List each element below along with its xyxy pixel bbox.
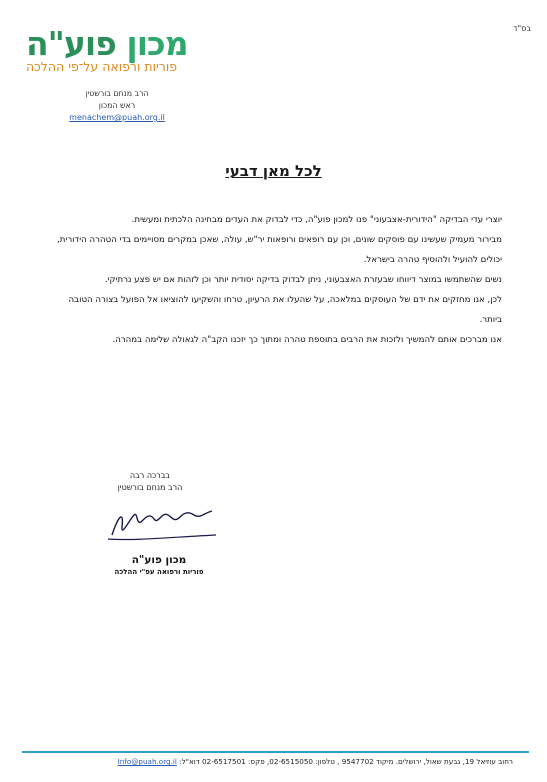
sender-title: ראש המכון <box>98 101 136 110</box>
closing-block <box>100 470 200 494</box>
body-paragraph: יוצרי עדי הבדיקה "הידורית-אצבעוני" פנו למכון פוע"ה, כדי לבדוק את העדים מבחינה הלכתית ומעשית. <box>131 215 502 225</box>
sender-block <box>52 88 182 124</box>
stamp-tagline: פוריות ורפואה עפ"י ההלכה <box>114 568 204 576</box>
footer-divider <box>22 751 529 753</box>
bsd-mark: בס"ד <box>513 24 531 33</box>
footer-address: רחוב עוזיאל 19, גבעת שאול, ירושלים. מיקוד 9547702 , טלפון: 02-6515050, פקס: 02-6517501 דוא"ל: <box>179 757 513 766</box>
footer-contact <box>38 757 513 766</box>
letter-heading: לכל מאן דבעי <box>225 162 322 180</box>
sender-email-link[interactable]: menachem@puah.org.il <box>69 113 165 122</box>
puah-logo <box>10 26 240 74</box>
stamp-name: מכון פוע"ה <box>131 554 187 566</box>
body-paragraph: נשים שהשתמשו במוצר דיווחו שבעזרת האצבעוני, ניתן לבדוק בדיקה יסודית יותר וכן לזהות אם יש פצע נרתיקי. <box>104 275 502 285</box>
logo-word-a: מכון <box>115 24 188 63</box>
logo-tagline: פוריות ורפואה על־פי ההלכה <box>26 59 178 74</box>
logo-wordmark <box>10 26 240 62</box>
footer-email-link[interactable]: Info@puah.org.il <box>117 757 177 766</box>
handwritten-signature <box>104 497 224 543</box>
closing-blessing: בברכה רבה <box>129 471 171 480</box>
body-paragraph: אנו מברכים אותם להמשיך ולזכות את הרבים בתוספת טהרה ומתוך כך יזכנו הקב"ה לגאולה שלימה במהרה. <box>112 335 502 345</box>
logo-word-b: פוע"ה <box>26 24 116 63</box>
closing-name: הרב מנחם בורשטין <box>117 483 183 492</box>
sender-name: הרב מנחם בורשטין <box>85 89 149 98</box>
body-paragraph: לכן, אנו מחזקים את ידם של העוסקים במלאכה, על שהעלו את הרעיון, טרחו והשקיעו להוציאו אל הפועל בצורה הטובה ביותר. <box>68 295 502 325</box>
body-paragraph: מבירור מעמיק שעשינו עם פוסקים שונים, וכן עם רופאים ורופאות יר"ש, עולה, שאכן במקרים מסויימים בדי הטהרה הידורית, יכולים להועיל ולהוסיף טהרה בישראל. <box>57 235 502 265</box>
institute-stamp <box>104 554 214 576</box>
letter-body <box>48 210 502 350</box>
